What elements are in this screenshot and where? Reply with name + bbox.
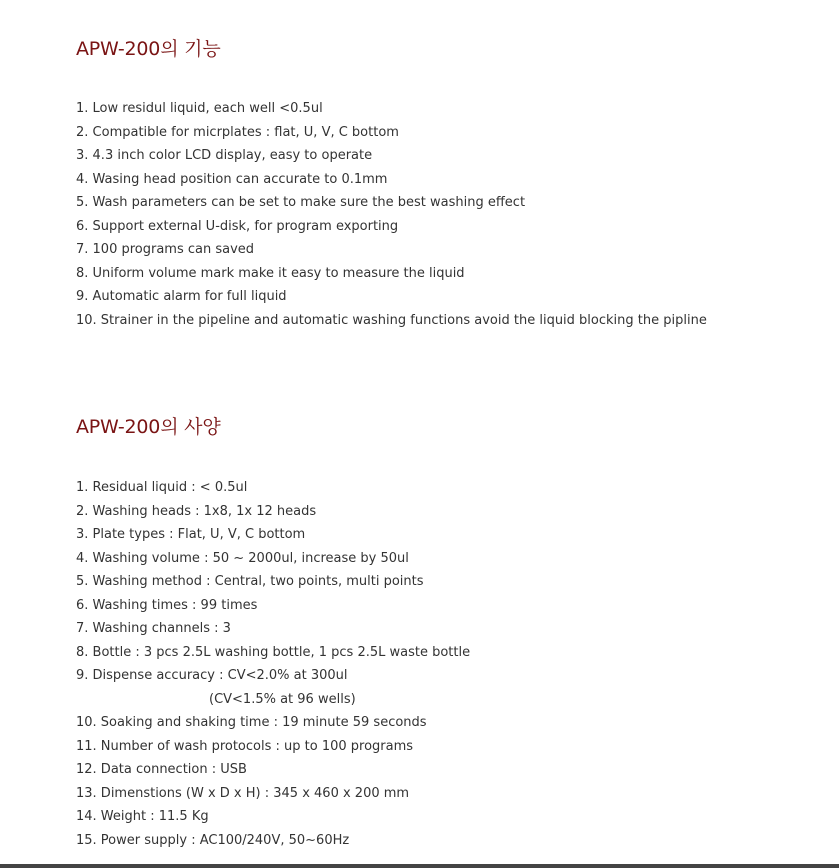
- spec-item: 11. Number of wash protocols : up to 100 programs: [76, 738, 414, 754]
- spec-item: 5. Washing method : Central, two points, multi points: [76, 574, 424, 589]
- spec-item: 10. Soaking and shaking time : 19 minute 59 seconds: [76, 715, 427, 730]
- bottom-divider: [0, 864, 839, 868]
- feature-item: 2. Compatible for micrplates : flat, U, V, C bottom: [76, 124, 399, 140]
- spec-item: 9. Dispense accuracy : CV<2.0% at 300ul: [76, 668, 348, 683]
- specs-title: APW-200의 사양: [76, 416, 221, 438]
- spec-item: 7. Washing channels : 3: [76, 621, 231, 636]
- feature-item: 5. Wash parameters can be set to make sure the best washing effect: [76, 195, 526, 210]
- feature-item: 6. Support external U-disk, for program exporting: [76, 218, 399, 234]
- spec-item: 14. Weight : 11.5 Kg: [76, 809, 209, 824]
- spec-item: 4. Washing volume : 50 ~ 2000ul, increase by 50ul: [76, 550, 409, 566]
- spec-item: 15. Power supply : AC100/240V, 50~60Hz: [76, 832, 350, 848]
- spec-item: 12. Data connection : USB: [76, 762, 247, 777]
- spec-item: 3. Plate types : Flat, U, V, C bottom: [76, 527, 306, 542]
- spec-item-continuation: (CV<1.5% at 96 wells): [209, 691, 356, 707]
- specs-list: [76, 476, 470, 852]
- feature-item: 4. Wasing head position can accurate to 0.1mm: [76, 171, 388, 187]
- spec-item: 6. Washing times : 99 times: [76, 597, 258, 613]
- spec-item: 13. Dimenstions (W x D x H) : 345 x 460 x 200 mm: [76, 785, 410, 801]
- spec-item: 1. Residual liquid : < 0.5ul: [76, 480, 248, 495]
- feature-item: 10. Strainer in the pipeline and automatic washing functions avoid the liquid blocking the pipline: [76, 312, 707, 328]
- feature-item: 7. 100 programs can saved: [76, 242, 255, 257]
- feature-item: 1. Low residul liquid, each well <0.5ul: [76, 101, 323, 116]
- feature-item: 3. 4.3 inch color LCD display, easy to operate: [76, 148, 373, 163]
- feature-item: 8. Uniform volume mark make it easy to measure the liquid: [76, 265, 465, 281]
- feature-item: 9. Automatic alarm for full liquid: [76, 289, 287, 304]
- features-title: APW-200의 기능: [76, 38, 221, 60]
- spec-item: 8. Bottle : 3 pcs 2.5L washing bottle, 1 pcs 2.5L waste bottle: [76, 644, 471, 660]
- features-list: [76, 97, 707, 332]
- spec-item: 2. Washing heads : 1x8, 1x 12 heads: [76, 503, 317, 519]
